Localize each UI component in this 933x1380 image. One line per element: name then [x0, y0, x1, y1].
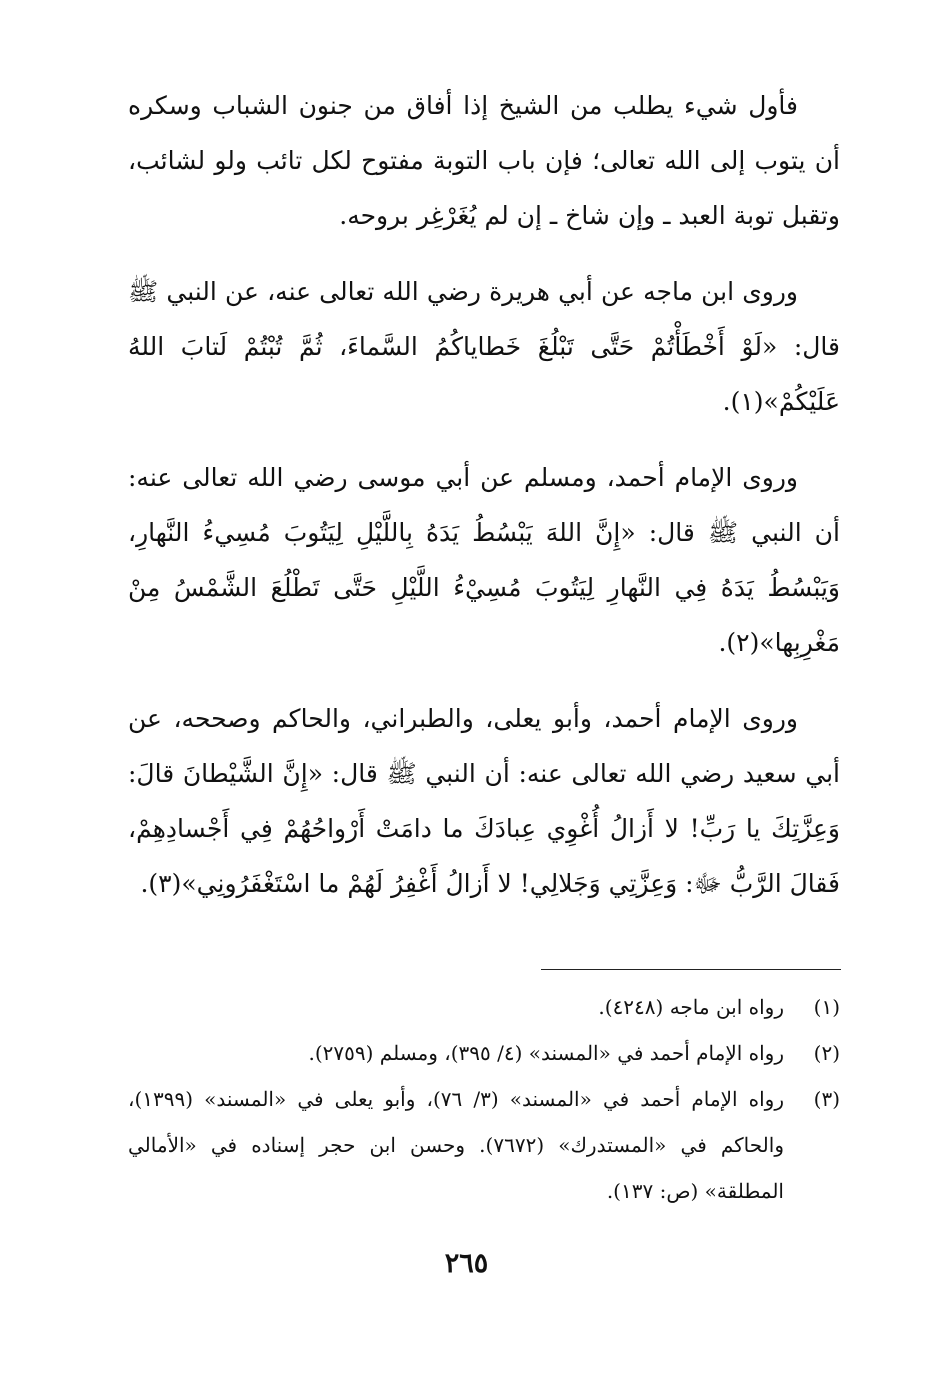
footnote-3 [128, 1076, 840, 1214]
paragraph-3: وروى الإمام أحمد، ومسلم عن أبي موسى رضي الله تعالى عنه: أن النبي ﷺ قال: «إِنَّ اللهَ يَبْسُطُ يَدَهُ بِاللَّيْلِ لِيَتُوبَ مُسِيءُ النَّهارِ، وَيَبْسُطُ يَدَهُ فِي النَّهارِ لِيَتُوبَ مُسِيْءُ اللَّيْلِ حَتَّى تَطْلُعَ الشَّمْسُ مِنْ مَغْرِبِها»(٢). [128, 463, 840, 657]
footnote-number: (٢) [813, 1041, 840, 1065]
paragraph-2: وروى ابن ماجه عن أبي هريرة رضي الله تعالى عنه، عن النبي ﷺ قال: «لَوْ أَخْطَأْتُمْ حَتَّى تَبْلُغَ خَطاياكُمُ السَّماءَ، ثُمَّ تُبْتُمْ لَتابَ اللهُ عَلَيْكُمْ»(١). [128, 277, 841, 416]
footnote-divider [541, 969, 841, 970]
footnote-number: (٣) [813, 1087, 840, 1111]
footnote-2 [128, 1030, 840, 1076]
footnote-number: (١) [813, 995, 840, 1019]
main-text [128, 78, 840, 911]
paragraph-4: وروى الإمام أحمد، وأبو يعلى، والطبراني، والحاكم وصححه، عن أبي سعيد رضي الله تعالى عنه: أن النبي ﷺ قال: «إِنَّ الشَّيْطانَ قالَ: وَعِزَّتِكَ يا رَبِّ! لا أَزالُ أُغْوِي عِبادَكَ ما دامَتْ أَرْواحُهُمْ فِي أَجْسادِهِمْ، فَقالَ الرَّبُّ ﷻ: وَعِزَّتِي وَجَلالِي! لا أَزالُ أَغْفِرُ لَهُمْ ما اسْتَغْفَرُونِي»(٣). [128, 704, 840, 898]
footnote-1 [128, 984, 840, 1030]
footnote-text: رواه الإمام أحمد في «المسند» (٤/ ٣٩٥)، ومسلم (٢٧٥٩). [308, 1041, 784, 1065]
footnote-text: رواه الإمام أحمد في «المسند» (٣/ ٧٦)، وأبو يعلى في «المسند» (١٣٩٩)، والحاكم في «المستدرك» (٧٦٧٢). وحسن ابن حجر إسناده في «الأمالي المطلقة» (ص: ١٣٧). [128, 1087, 784, 1203]
footnotes [128, 984, 840, 1214]
footnote-text: رواه ابن ماجه (٤٢٤٨). [598, 995, 784, 1019]
paragraph-1: فأول شيء يطلب من الشيخ إذا أفاق من جنون الشباب وسكره أن يتوب إلى الله تعالى؛ فإن باب التوبة مفتوح لكل تائب ولو لشائب، وتقبل توبة العبد ـ وإن شاخ ـ إن لم يُغَرْغِر بروحه. [128, 91, 840, 230]
page-number: ٢٦٥ [444, 1248, 489, 1279]
